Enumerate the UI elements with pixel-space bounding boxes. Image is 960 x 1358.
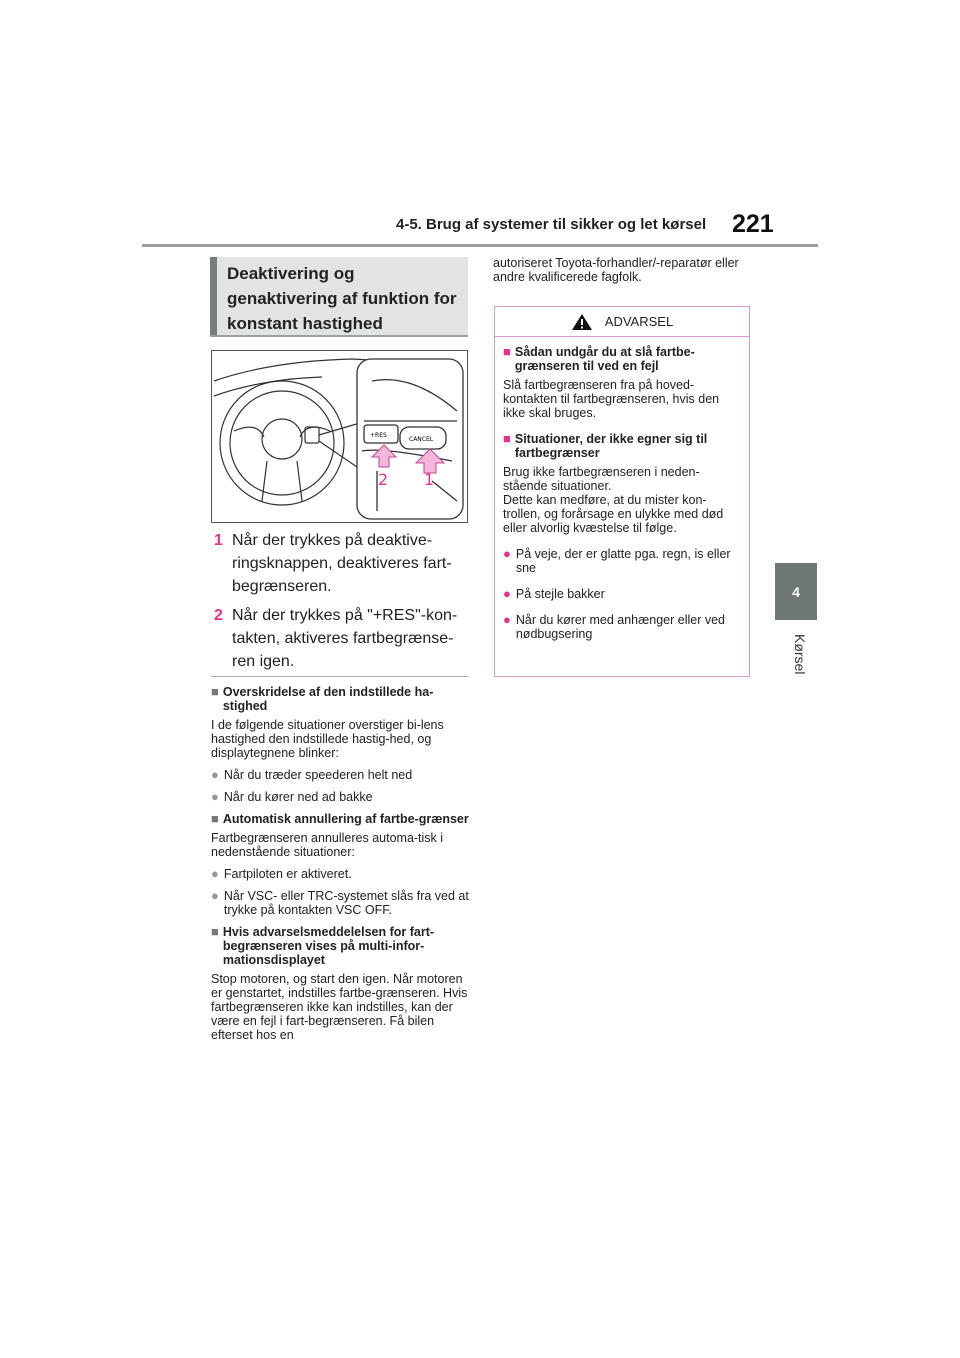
info-heading: ■ Automatisk annullering af fartbe-grænser	[211, 811, 469, 826]
step-text: Når der trykkes på deaktive-ringsknappen, deaktiveres fart-begrænseren.	[232, 532, 452, 595]
step-item	[214, 529, 474, 598]
bullet-dot-icon: ●	[503, 612, 511, 627]
square-bullet-icon: ■	[503, 344, 511, 359]
info-body: Stop motoren, og start den igen. Når motoren er genstartet, indstilles fartbe-grænseren. Hvis fartbegrænseren ikke kan indstilles, kan der være en fejl i fart-begrænseren. Få bilen efterset hos en	[211, 972, 468, 1042]
warning-body	[495, 337, 749, 641]
square-bullet-icon: ■	[211, 811, 219, 826]
bullet-dot-icon: ●	[211, 866, 219, 881]
section-title: Deaktivering og genaktivering af funktion for konstant hastighed	[210, 257, 468, 335]
bullet-dot-icon: ●	[211, 789, 219, 804]
list-item: ● På veje, der er glatte pga. regn, is eller sne	[503, 546, 731, 575]
page-number: 221	[732, 210, 774, 238]
list-item: ● Fartpiloten er aktiveret.	[211, 866, 352, 881]
chapter-tab: 4	[775, 563, 817, 620]
section-rule	[210, 335, 468, 337]
warning-header	[495, 307, 749, 337]
info-body: I de følgende situationer overstiger bi-lens hastighed den indstillede hastig-hed, og displaytegnene blinker:	[211, 718, 444, 760]
list-item: ● Når VSC- eller TRC-systemet slås fra ved at trykke på kontakten VSC OFF.	[211, 888, 469, 917]
warning-box	[494, 306, 750, 677]
step-item	[214, 604, 474, 673]
step-number: 2	[214, 607, 223, 624]
square-bullet-icon: ■	[211, 924, 219, 939]
plus-res-button-label: +RES	[370, 432, 387, 439]
bullet-dot-icon: ●	[503, 586, 511, 601]
header-rule	[142, 244, 818, 247]
left-info-column	[211, 685, 471, 1050]
warning-title: ADVARSEL	[604, 314, 674, 329]
list-item: ● Når du kører ned ad bakke	[211, 789, 373, 804]
step-text: Når der trykkes på "+RES"-kon-takten, aktiveres fartbegrænse-ren igen.	[232, 607, 458, 670]
numbered-steps	[214, 529, 474, 679]
warning-heading: ■ Situationer, der ikke egner sig til fartbegrænser	[503, 431, 708, 460]
warning-text: Slå fartbegrænseren fra på hoved-kontakten til fartbegrænseren, hvis den ikke skal bruges.	[503, 378, 720, 420]
square-bullet-icon: ■	[211, 684, 219, 699]
list-item: ● Når du træder speederen helt ned	[211, 767, 413, 782]
bullet-dot-icon: ●	[211, 767, 219, 782]
info-heading: ■ Overskridelse af den indstillede ha-stighed	[211, 684, 434, 713]
callout-label-1: 1	[424, 470, 435, 489]
continued-text: autoriseret Toyota-forhandler/-reparatør eller andre kvalificerede fagfolk.	[493, 256, 739, 284]
callout-label-2: 2	[378, 470, 389, 489]
step-number: 1	[214, 532, 223, 549]
chapter-title: 4-5. Brug af systemer til sikker og let kørsel	[396, 216, 707, 233]
bullet-dot-icon: ●	[503, 546, 511, 561]
cancel-button-label: CANCEL	[409, 436, 434, 443]
warning-triangle-icon	[571, 313, 593, 331]
divider	[211, 676, 468, 677]
bullet-dot-icon: ●	[211, 888, 219, 903]
info-heading: ■ Hvis advarselsmeddelelsen for fart-begrænseren vises på multi-infor-mationsdisplayet	[211, 924, 435, 967]
warning-heading: ■ Sådan undgår du at slå fartbe-grænseren til ved en fejl	[503, 344, 695, 373]
info-body: Fartbegrænseren annulleres automa-tisk i nedenstående situationer:	[211, 831, 444, 859]
square-bullet-icon: ■	[503, 431, 511, 446]
list-item: ● Når du kører med anhænger eller ved nødbugsering	[503, 612, 725, 641]
chapter-tab-label: Kørsel	[792, 634, 808, 675]
steering-wheel-illustration	[211, 350, 468, 523]
list-item: ● På stejle bakker	[503, 586, 605, 601]
warning-text: Brug ikke fartbegrænseren i neden-stående situationer. Dette kan medføre, at du mister kon-trollen, og forårsage en ulykke med død eller alvorlig kvæstelse til følge.	[503, 465, 724, 535]
